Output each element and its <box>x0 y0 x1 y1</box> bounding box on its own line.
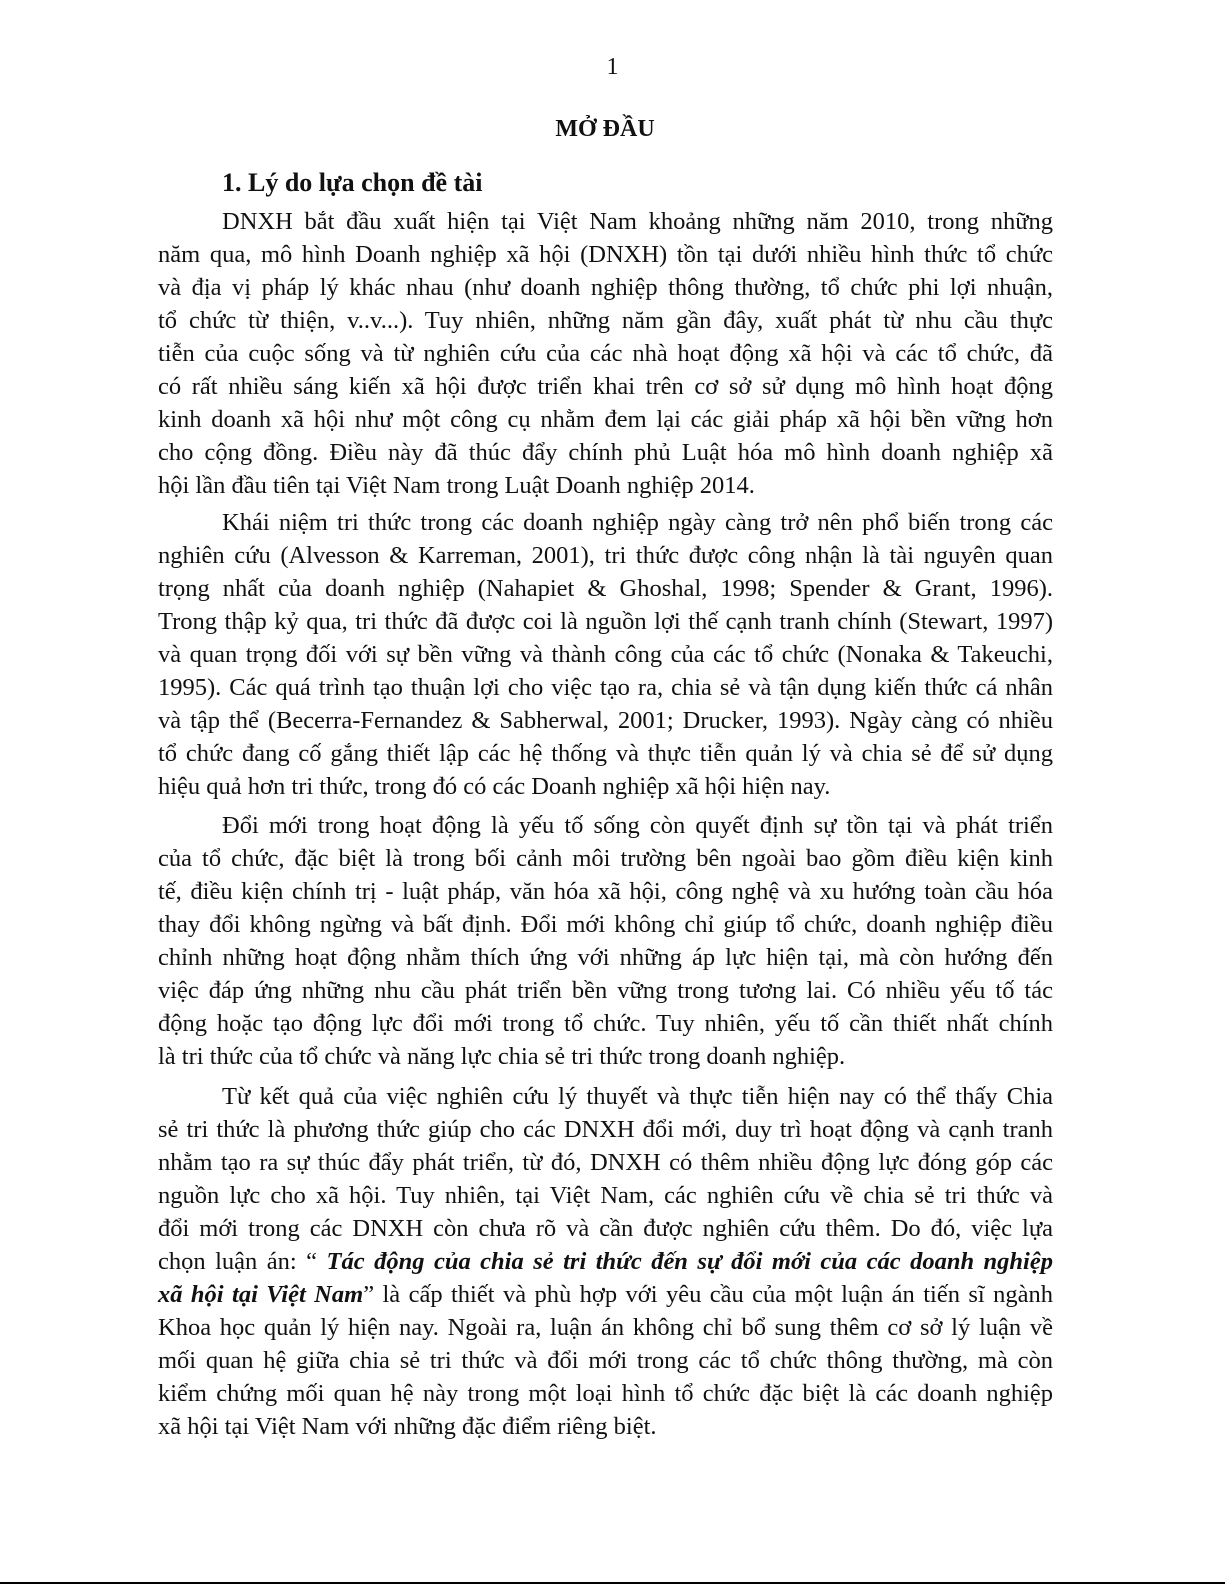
text-line: tổ chức đang cố gắng thiết lập các hệ thống và thực tiễn quản lý và chia sẻ để sử dụng <box>158 740 1053 767</box>
text-line: việc đáp ứng những nhu cầu phát triển bền vững trong tương lai. Có nhiều yếu tố tác <box>158 977 1053 1004</box>
text-line <box>158 1245 1053 1278</box>
paragraph-4 <box>158 1080 1053 1443</box>
text-line: xã hội tại Việt Nam với những đặc điểm riêng biệt. <box>158 1413 657 1440</box>
text-line: hiệu quả hơn tri thức, trong đó có các Doanh nghiệp xã hội hiện nay. <box>158 773 831 800</box>
text-line: chỉnh những hoạt động nhằm thích ứng với những áp lực hiện tại, mà còn hướng đến <box>158 944 1053 971</box>
text-line: nhằm tạo ra sự thúc đẩy phát triển, từ đó, DNXH có thêm nhiều động lực đóng góp các <box>158 1149 1053 1176</box>
paragraph-2 <box>158 506 1053 803</box>
text-line: năm qua, mô hình Doanh nghiệp xã hội (DNXH) tồn tại dưới nhiều hình thức tổ chức <box>158 241 1053 268</box>
text-line: Khái niệm tri thức trong các doanh nghiệp ngày càng trở nên phổ biến trong các <box>222 509 1053 536</box>
text-line: mối quan hệ giữa chia sẻ tri thức và đổi mới trong các tổ chức thông thường, mà còn <box>158 1347 1053 1374</box>
text-line: Trong thập kỷ qua, tri thức đã được coi là nguồn lợi thế cạnh tranh chính (Stewart, 1997) <box>158 608 1053 635</box>
text-line: hội lần đầu tiên tại Việt Nam trong Luật Doanh nghiệp 2014. <box>158 472 755 499</box>
text-line <box>158 1278 1053 1311</box>
text-line: và quan trọng đối với sự bền vững và thành công của các tổ chức (Nonaka & Takeuchi, <box>158 641 1053 668</box>
section-heading: 1. Lý do lựa chọn đề tài <box>222 168 483 197</box>
paragraph-1 <box>158 205 1053 502</box>
text-line: tổ chức từ thiện, v..v...). Tuy nhiên, những năm gần đây, xuất phát từ nhu cầu thực <box>158 307 1053 334</box>
text-segment: chọn luận án: “ <box>158 1248 327 1275</box>
text-line: tiễn của cuộc sống và từ nghiên cứu của các nhà hoạt động xã hội và các tổ chức, đã <box>158 340 1053 367</box>
text-line: đổi mới trong các DNXH còn chưa rõ và cần được nghiên cứu thêm. Do đó, việc lựa <box>158 1215 1053 1242</box>
text-line: tế, điều kiện chính trị - luật pháp, văn hóa xã hội, công nghệ và xu hướng toàn cầu hóa <box>158 878 1053 905</box>
text-line: thay đổi không ngừng và bất định. Đổi mới không chỉ giúp tổ chức, doanh nghiệp điều <box>158 911 1053 938</box>
page-title: MỞ ĐẦU <box>555 116 655 142</box>
text-line: Đổi mới trong hoạt động là yếu tố sống còn quyết định sự tồn tại và phát triển <box>222 812 1053 839</box>
text-line: nghiên cứu (Alvesson & Karreman, 2001), tri thức được công nhận là tài nguyên quan <box>158 542 1053 569</box>
text-line: DNXH bắt đầu xuất hiện tại Việt Nam khoảng những năm 2010, trong những <box>222 208 1053 235</box>
text-line: có rất nhiều sáng kiến xã hội được triển khai trên cơ sở sử dụng mô hình hoạt động <box>158 373 1053 400</box>
text-line: Khoa học quản lý hiện nay. Ngoài ra, luận án không chỉ bổ sung thêm cơ sở lý luận về <box>158 1314 1053 1341</box>
text-line: cho cộng đồng. Điều này đã thúc đẩy chính phủ Luật hóa mô hình doanh nghiệp xã <box>158 439 1053 466</box>
text-line: động hoặc tạo động lực đổi mới trong tổ chức. Tuy nhiên, yếu tố cần thiết nhất chính <box>158 1010 1053 1037</box>
text-line: 1995). Các quá trình tạo thuận lợi cho việc tạo ra, chia sẻ và tận dụng kiến thức cá nhân <box>158 674 1053 701</box>
text-line: Từ kết quả của việc nghiên cứu lý thuyết và thực tiễn hiện nay có thể thấy Chia <box>222 1083 1053 1110</box>
bottom-rule <box>0 1582 1225 1584</box>
page-number: 1 <box>606 54 619 80</box>
text-line: là tri thức của tổ chức và năng lực chia sẻ tri thức trong doanh nghiệp. <box>158 1043 846 1070</box>
text-line: nguồn lực cho xã hội. Tuy nhiên, tại Việt Nam, các nghiên cứu về chia sẻ tri thức và <box>158 1182 1053 1209</box>
text-line: của tổ chức, đặc biệt là trong bối cảnh môi trường bên ngoài bao gồm điều kiện kinh <box>158 845 1053 872</box>
thesis-title-part-1: Tác động của chia sẻ tri thức đến sự đổi mới của các doanh nghiệp <box>326 1248 1053 1275</box>
text-line: và địa vị pháp lý khác nhau (như doanh nghiệp thông thường, tổ chức phi lợi nhuận, <box>158 274 1053 301</box>
thesis-title-part-2: xã hội tại Việt Nam <box>158 1281 364 1308</box>
text-line: sẻ tri thức là phương thức giúp cho các DNXH đổi mới, duy trì hoạt động và cạnh tranh <box>158 1116 1053 1143</box>
text-line: kiểm chứng mối quan hệ này trong một loại hình tổ chức đặc biệt là các doanh nghiệp <box>158 1380 1053 1407</box>
text-line: và tập thể (Becerra-Fernandez & Sabherwal, 2001; Drucker, 1993). Ngày càng có nhiều <box>158 707 1053 734</box>
text-line: trọng nhất của doanh nghiệp (Nahapiet & Ghoshal, 1998; Spender & Grant, 1996). <box>158 575 1053 602</box>
text-line: kinh doanh xã hội như một công cụ nhằm đem lại các giải pháp xã hội bền vững hơn <box>158 406 1053 433</box>
text-segment: ” là cấp thiết và phù hợp với yêu cầu của một luận án tiến sĩ ngành <box>363 1281 1053 1308</box>
paragraph-3 <box>158 809 1053 1073</box>
